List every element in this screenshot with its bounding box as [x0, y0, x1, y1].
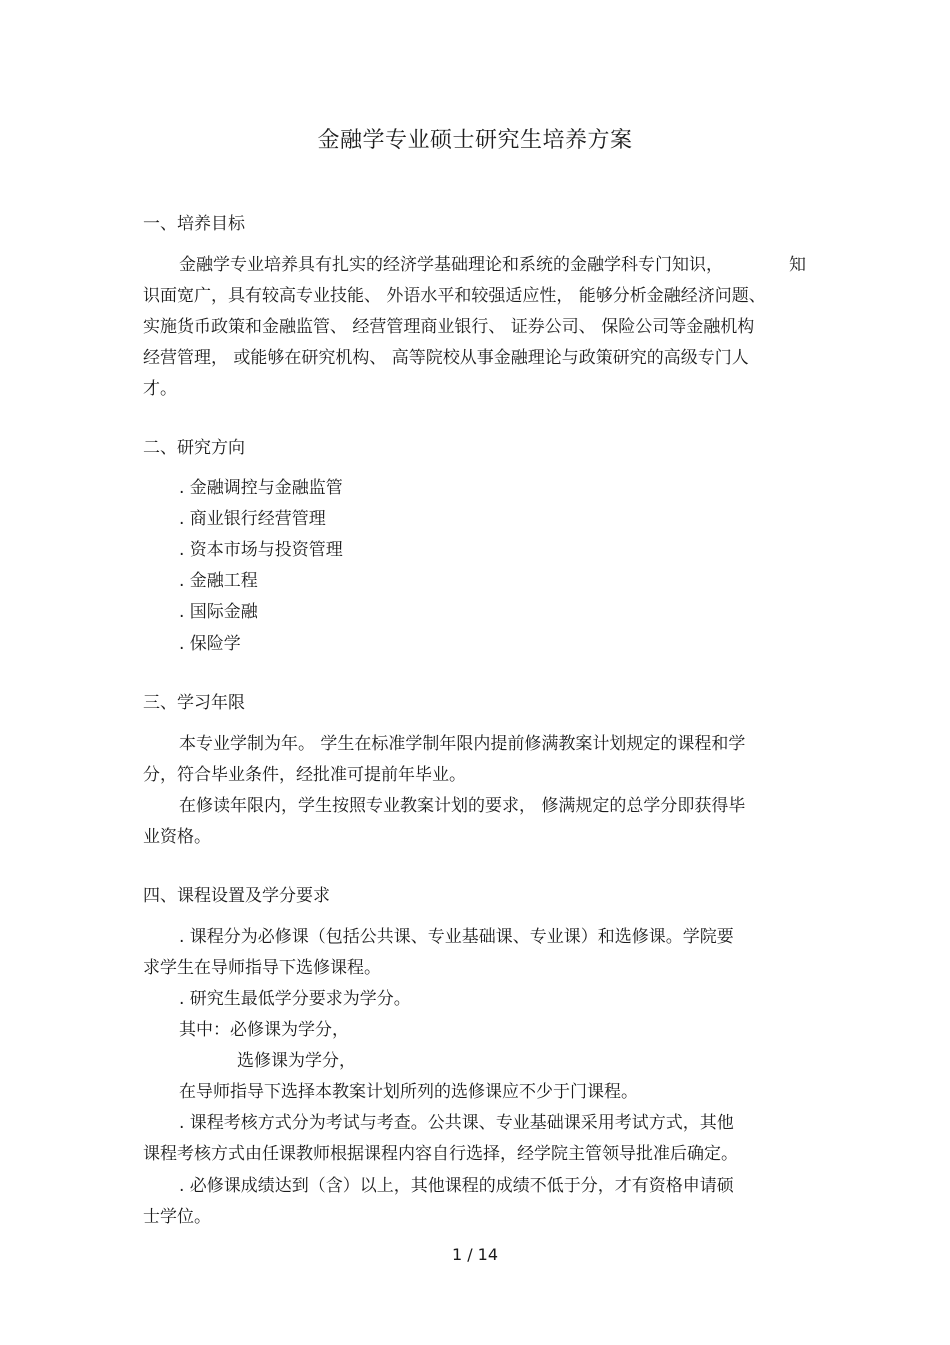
paragraph-line: 求学生在导师指导下选修课程。	[143, 958, 381, 978]
paragraph-line: 在修读年限内，学生按照专业教案计划的要求， 修满规定的总学分即获得毕	[179, 796, 746, 816]
paragraph-line: 识面宽广，具有较高专业技能、 外语水平和较强适应性， 能够分析金融经济问题、	[143, 286, 766, 306]
paragraph-line: . 课程考核方式分为考试与考查。公共课、专业基础课采用考试方式，其他	[179, 1113, 734, 1133]
list-item: . 国际金融	[179, 602, 258, 622]
paragraph-line: 课程考核方式由任课教师根据课程内容自行选择，经学院主管领导批准后确定。	[143, 1144, 738, 1164]
list-item: . 商业银行经营管理	[179, 509, 326, 529]
paragraph-line: . 课程分为必修课（包括公共课、专业基础课、专业课）和选修课。学院要	[179, 927, 734, 947]
paragraph-line: 知	[789, 255, 806, 275]
page-number: 1 / 14	[451, 1245, 499, 1264]
section-heading-objectives: 一、培养目标	[143, 214, 245, 234]
paragraph-line: 本专业学制为年。 学生在标准学制年限内提前修满教案计划规定的课程和学	[179, 734, 746, 754]
section-heading-research: 二、研究方向	[143, 438, 245, 458]
paragraph-line: . 必修课成绩达到（含）以上，其他课程的成绩不低于分，才有资格申请硕	[179, 1176, 734, 1196]
paragraph-line: 在导师指导下选择本教案计划所列的选修课应不少于门课程。	[179, 1082, 638, 1102]
paragraph-line: 业资格。	[143, 827, 211, 847]
section-heading-duration: 三、学习年限	[143, 693, 245, 713]
paragraph-line: 金融学专业培养具有扎实的经济学基础理论和系统的金融学科专门知识，	[179, 255, 723, 275]
document-title: 金融学专业硕士研究生培养方案	[317, 128, 633, 153]
paragraph-line: 才。	[143, 379, 177, 399]
paragraph-line: . 研究生最低学分要求为学分。	[179, 989, 411, 1009]
paragraph-line: 经营管理， 或能够在研究机构、 高等院校从事金融理论与政策研究的高级专门人	[143, 348, 749, 368]
paragraph-line: 分，符合毕业条件，经批准可提前年毕业。	[143, 765, 466, 785]
paragraph-line: 实施货币政策和金融监管、 经营管理商业银行、 证券公司、 保险公司等金融机构	[143, 317, 755, 337]
paragraph-line: 士学位。	[143, 1207, 211, 1227]
paragraph-line: 选修课为学分，	[237, 1051, 356, 1071]
list-item: . 金融调控与金融监管	[179, 478, 343, 498]
list-item: . 金融工程	[179, 571, 258, 591]
section-heading-courses: 四、课程设置及学分要求	[143, 886, 330, 906]
list-item: . 保险学	[179, 634, 241, 654]
paragraph-line: 其中：必修课为学分，	[179, 1020, 349, 1040]
list-item: . 资本市场与投资管理	[179, 540, 343, 560]
